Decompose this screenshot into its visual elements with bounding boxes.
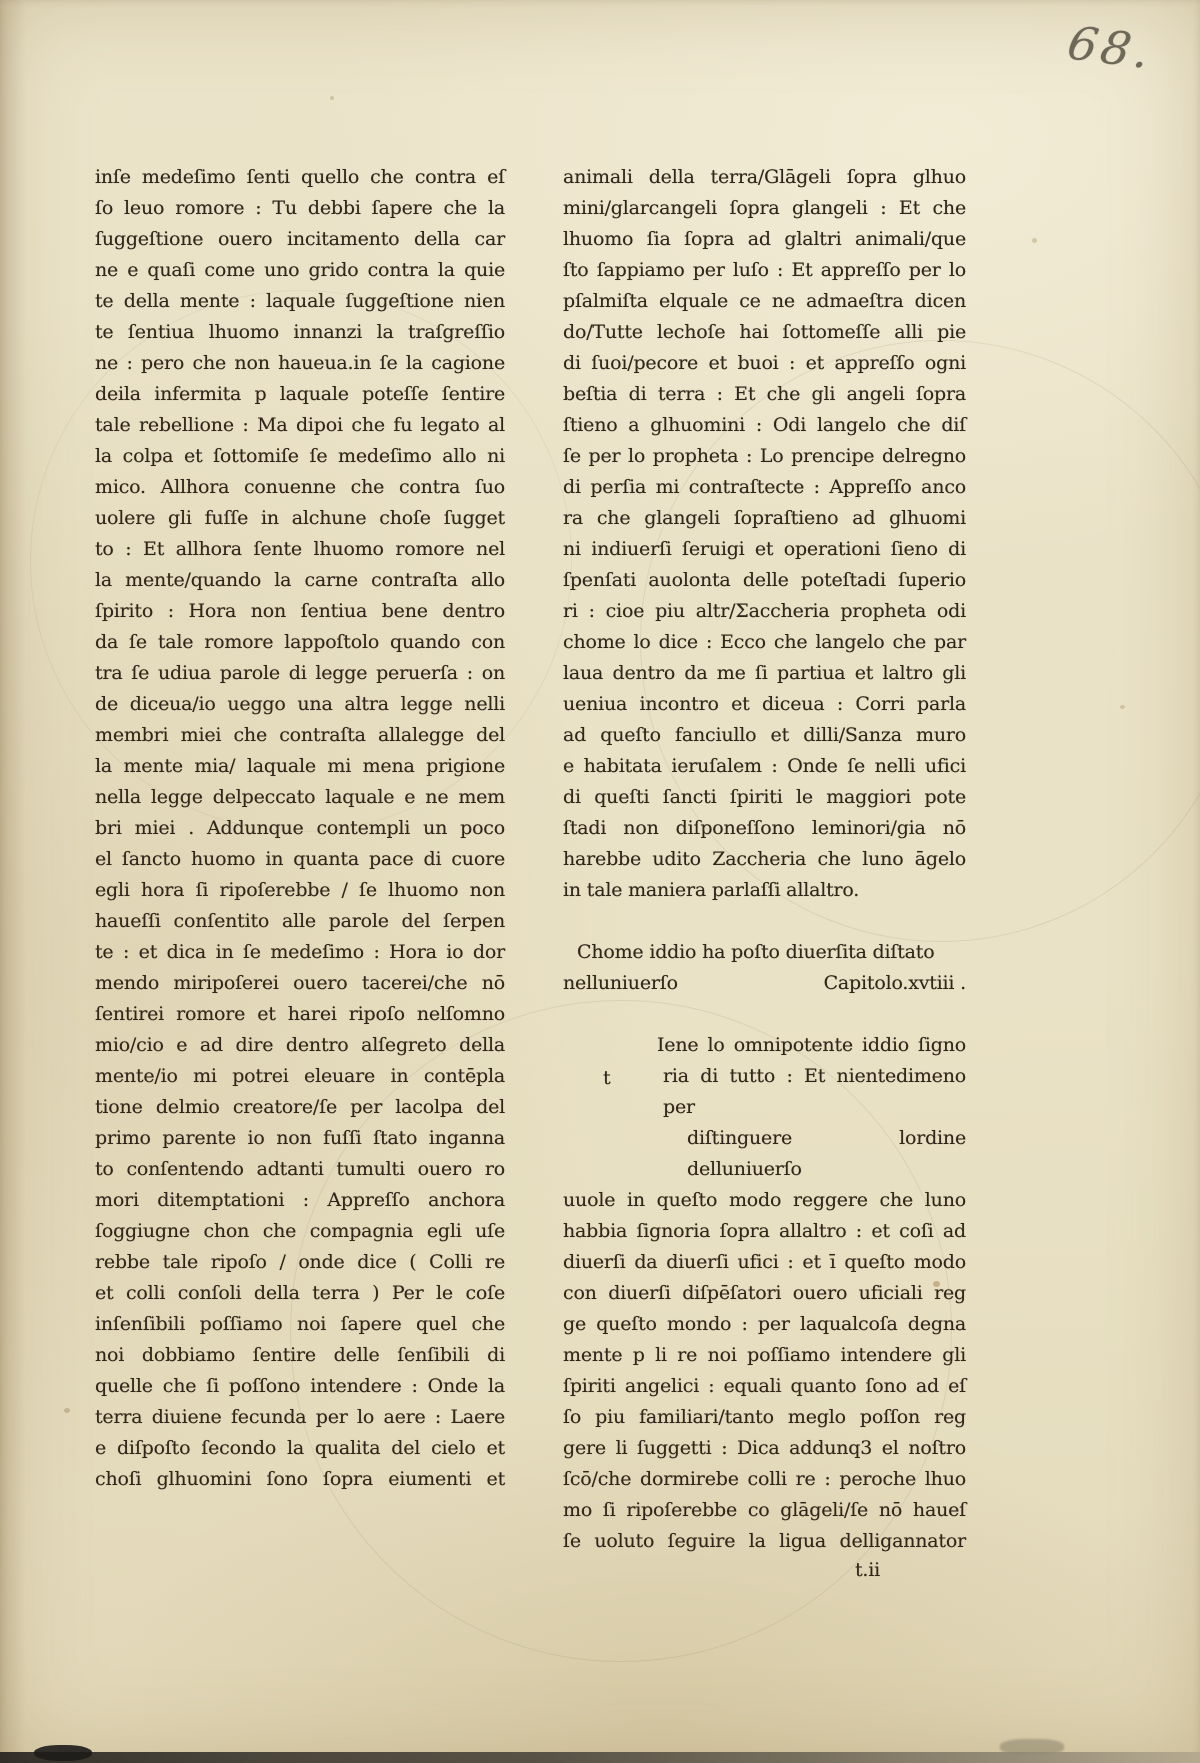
- text-line: ad queſto fanciullo et dilli/Sanza muro: [563, 724, 966, 746]
- text-line: membri miei che contraſta allalegge del: [95, 724, 505, 746]
- text-line: in tale maniera parlaſſi allaltro.: [563, 879, 860, 901]
- text-line: ſe uoluto ſeguire la ligua delligannator: [563, 1530, 966, 1552]
- text-line: ſtieno a glhuomini : Odi langelo che diſ: [563, 414, 966, 436]
- text-line: ſo leuo romore : Tu debbi ſapere che la: [95, 197, 505, 219]
- text-line: haueſſi conſentito alle parole del ſerpen: [95, 910, 505, 932]
- text-line: tione delmio creatore/ſe per lacolpa del: [95, 1096, 505, 1118]
- text-line: diſtinguere lordine delluniuerſo: [687, 1127, 966, 1180]
- printed-guide-letter: t: [603, 1067, 611, 1089]
- text-line: deila infermita p laquale poteſſe ſentire: [95, 383, 505, 405]
- scan-bottom-edge: [0, 1752, 1200, 1763]
- text-line: con diuerſi diſpēſatori ouero uficiali reg: [563, 1282, 966, 1304]
- text-line: ne e quaſi come uno grido contra la quie: [95, 259, 505, 281]
- foxing-spot: [1120, 705, 1125, 709]
- text-line: te della mente : laquale ſuggeſtione nien: [95, 290, 505, 312]
- paragraph-lines: [563, 1185, 966, 1557]
- text-line: la mente mia/ laquale mi mena prigione: [95, 755, 505, 777]
- text-line: di ſuoi/pecore et buoi : et appreſſo ogni: [563, 352, 966, 374]
- text-line: la mente/quando la carne contraſta allo: [95, 569, 505, 591]
- foxing-spot: [64, 1408, 70, 1413]
- text-line: harebbe udito Zaccheria che luno āgelo: [563, 848, 966, 870]
- right-paragraph-block-1: [563, 162, 966, 906]
- text-line: e habitata ieruſalem : Onde ſe nelli ufici: [563, 755, 966, 777]
- text-line: mente p li re noi poſſiamo intendere gli: [563, 1344, 966, 1366]
- text-line: inſe medeſimo ſenti quello che contra eſ: [95, 166, 505, 188]
- text-line: e diſpoſto ſecondo la qualita del cielo et: [95, 1437, 505, 1459]
- text-line: mo ſi ripoſerebbe co glāgeli/ſe nō haueſ: [563, 1499, 966, 1521]
- text-line: to : Et allhora ſente lhuomo romore nel: [95, 538, 505, 560]
- foxing-spot: [1032, 238, 1037, 243]
- text-line: noi dobbiamo ſentire delle ſenſibili di: [95, 1344, 505, 1366]
- text-line: ſtadi non diſponeſſono leminori/gia nō: [563, 817, 966, 839]
- text-line: gere li ſuggetti : Dica addunq3 el noſtro: [563, 1437, 966, 1459]
- text-line: quelle che ſi poſſono intendere : Onde la: [95, 1375, 505, 1397]
- text-line: mio/cio e ad dire dentro alſegreto della: [95, 1034, 505, 1056]
- right-paragraph-block-2: [563, 1030, 966, 1557]
- signature-mark: t.ii: [854, 1559, 880, 1581]
- text-line: pſalmiſta elquale ce ne admaeſtra dicen: [563, 290, 966, 312]
- text-line: ſe per lo propheta : Lo prencipe delregno: [563, 445, 966, 467]
- blank-line: [563, 999, 966, 1030]
- text-line: ſpirito : Hora non ſentiua bene dentro: [95, 600, 505, 622]
- chapter-heading-line: Chome iddio ha poſto diuerſita diſtato: [577, 941, 935, 963]
- text-line: la colpa et ſottomiſe ſe medeſimo allo ni: [95, 445, 505, 467]
- text-line: ne : pero che non haueua.in ſe la cagione: [95, 352, 505, 374]
- text-line: mendo miripoſerei ouero tacerei/che nō: [95, 972, 505, 994]
- text-line: di queſti ſancti ſpiriti le maggiori pote: [563, 786, 966, 808]
- text-line: uolere gli fuſſe in alchune choſe ſugget: [95, 507, 505, 529]
- text-line: inſenſibili poſſiamo noi ſapere quel che: [95, 1313, 505, 1335]
- text-line: choſi glhuomini ſono ſopra eiumenti et: [95, 1468, 505, 1490]
- text-line: ſo piu familiari/tanto meglo poſſon reg: [563, 1406, 966, 1428]
- text-line: da ſe tale romore lappoſtolo quando con: [95, 631, 505, 653]
- paragraph-indented-lines: [563, 1030, 966, 1185]
- blank-line: [563, 906, 966, 937]
- chapter-heading: [563, 937, 966, 999]
- foxing-spot: [330, 96, 334, 100]
- text-line: ge queſto mondo : per laqualcoſa degna: [563, 1313, 966, 1335]
- text-line: di perſia mi contraſtecte : Appreſſo anco: [563, 476, 966, 498]
- text-line: de diceua/io ueggo una altra legge nelli: [95, 693, 505, 715]
- text-line: Iene lo omnipotente iddio ſigno: [657, 1034, 966, 1056]
- text-line: terra diuiene fecunda per lo aere : Laere: [95, 1406, 505, 1428]
- text-line: animali della terra/Glāgeli ſopra glhuo: [563, 166, 966, 188]
- text-column-left: [95, 162, 505, 1495]
- text-line: uuole in queſto modo reggere che luno: [563, 1189, 966, 1211]
- text-line: ra che glangeli ſopraſtieno ad glhuomi: [563, 507, 966, 529]
- text-line: ſcō/che dormirebe colli re : peroche lhuo: [563, 1468, 966, 1490]
- handwritten-folio-number: 68.: [1063, 15, 1159, 80]
- text-line: beſtia di terra : Et che gli angeli ſopra: [563, 383, 966, 405]
- text-line: et colli conſoli della terra ) Per le coſe: [95, 1282, 505, 1304]
- chapter-number: Capitolo.xvtiii .: [823, 972, 966, 994]
- text-line: ſuggeſtione ouero incitamento della car: [95, 228, 505, 250]
- text-line: nella legge delpeccato laquale e ne mem: [95, 786, 505, 808]
- text-line: mente/io mi potrei eleuare in contēpla: [95, 1065, 505, 1087]
- gutter-shadow: [0, 0, 26, 1763]
- text-line: tra ſe udiua parole di legge peruerſa : on: [95, 662, 505, 684]
- chapter-heading-line: [563, 968, 966, 999]
- text-line: bri miei . Addunque contempli un poco: [95, 817, 505, 839]
- text-line: tale rebellione : Ma dipoi che fu legato al: [95, 414, 505, 436]
- text-line: rebbe tale ripoſo / onde dice ( Colli re: [95, 1251, 505, 1273]
- left-paragraph-block: [95, 162, 505, 1495]
- text-line: egli hora ſi ripoſerebbe / ſe lhuomo non: [95, 879, 505, 901]
- text-line: ſentirei romore et harei ripoſo nelſomno: [95, 1003, 505, 1025]
- text-line: ri : cioe piu altr/Σaccheria propheta odi: [563, 600, 966, 622]
- text-line: mini/glarcangeli ſopra glangeli : Et che: [563, 197, 966, 219]
- text-line: primo parente io non fuſſi ſtato inganna: [95, 1127, 505, 1149]
- text-line: chome lo dice : Ecco che langelo che par: [563, 631, 966, 653]
- text-line: lhuomo ſia ſopra ad glaltri animali/que: [563, 228, 966, 250]
- text-column-right: [563, 162, 966, 1586]
- text-line: mico. Allhora conuenne che contra ſuo: [95, 476, 505, 498]
- text-line: ria di tutto : Et nientedimeno per: [663, 1065, 966, 1118]
- scan-edge-blob: [34, 1745, 92, 1761]
- text-line: el ſancto huomo in quanta pace di cuore: [95, 848, 505, 870]
- text-line: ueniua incontro et diceua : Corri parla: [563, 693, 966, 715]
- text-line: habbia ſignoria ſopra allaltro : et coſi ad: [563, 1220, 966, 1242]
- text-line: mori ditemptationi : Appreſſo anchora: [95, 1189, 505, 1211]
- text-line: te : et dica in ſe medeſimo : Hora io dor: [95, 941, 505, 963]
- text-line: te ſentiua lhuomo innanzi la traſgreſſio: [95, 321, 505, 343]
- text-line: ſoggiugne chon che compagnia egli uſe: [95, 1220, 505, 1242]
- text-line: ſto ſappiamo per luſo : Et appreſſo per lo: [563, 259, 966, 281]
- chapter-heading-left: nelluniuerſo: [563, 972, 678, 994]
- text-line: do/Tutte lechoſe hai ſottomeſſe alli pie: [563, 321, 966, 343]
- text-line: ni indiuerſi ſeruigi et operationi ſieno di: [563, 538, 966, 560]
- text-line: ſpenſati auolonta delle poteſtadi ſuperio: [563, 569, 966, 591]
- text-line: laua dentro da me ſi partiua et laltro gli: [563, 662, 966, 684]
- text-line: to conſentendo adtanti tumulti ouero ro: [95, 1158, 505, 1180]
- text-line: diuerſi da diuerſi ufici : et ī queſto modo: [563, 1251, 966, 1273]
- text-line: ſpiriti angelici : equali quanto ſono ad eſ: [563, 1375, 966, 1397]
